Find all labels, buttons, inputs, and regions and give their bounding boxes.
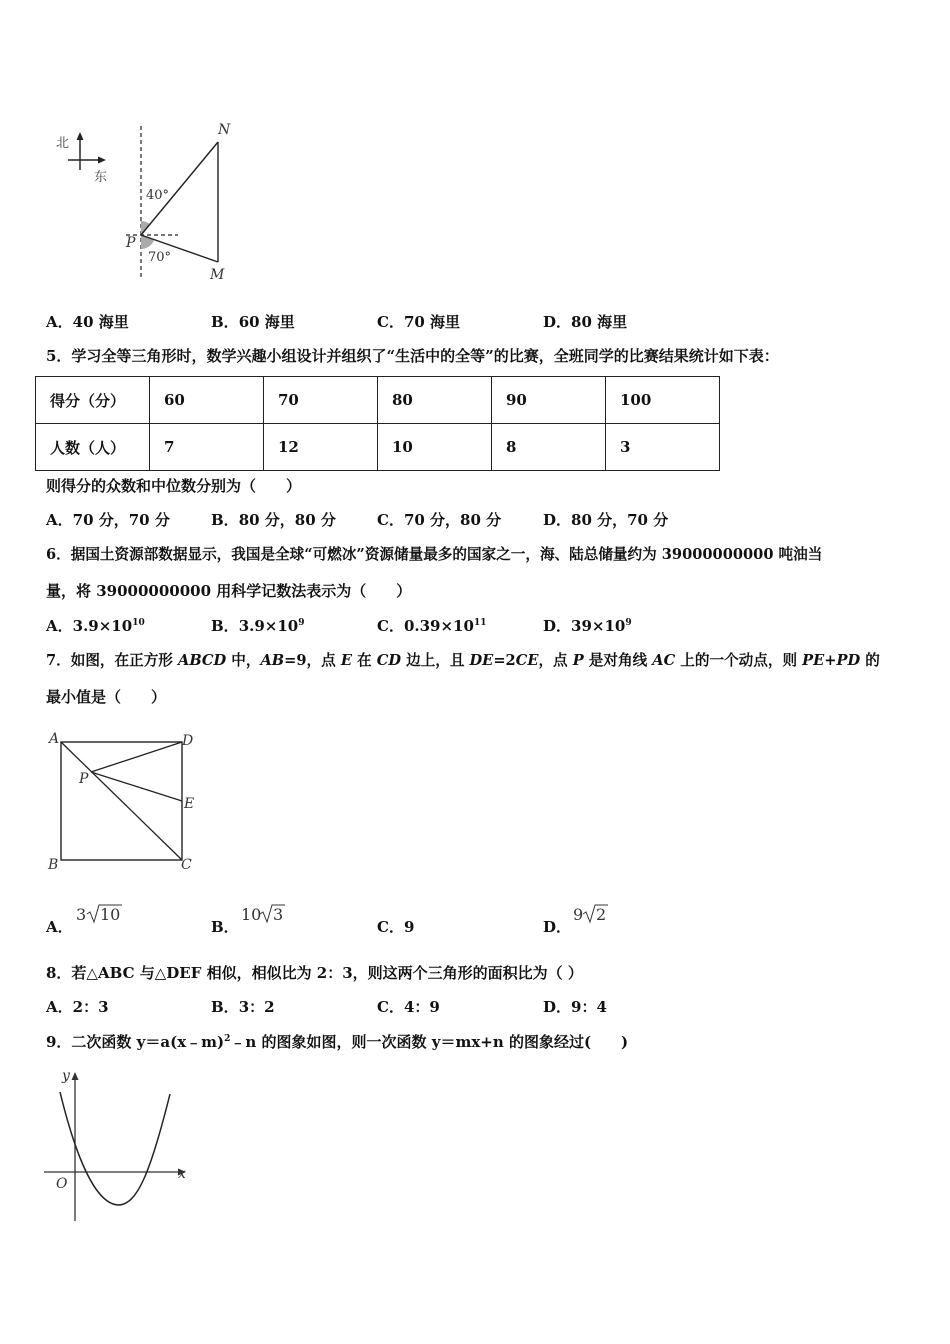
q5-option-a[interactable] bbox=[46, 509, 170, 530]
option-letter: A． bbox=[46, 313, 73, 331]
point-c-label: C bbox=[181, 857, 192, 873]
option-exponent: 10 bbox=[132, 618, 145, 628]
y-axis-label: y bbox=[62, 1068, 70, 1084]
compass-icon bbox=[68, 132, 106, 170]
q5-question: 则得分的众数和中位数分别为（ ） bbox=[46, 477, 302, 495]
score-table bbox=[35, 376, 720, 471]
svg-text:3: 3 bbox=[273, 905, 284, 924]
table-cell: 60 bbox=[150, 377, 264, 424]
y-axis-arrow-icon bbox=[72, 1072, 79, 1080]
q7-stem-line2: 最小值是（ ） bbox=[46, 688, 167, 706]
option-letter: B． bbox=[211, 511, 239, 529]
option-letter: B． bbox=[211, 918, 239, 936]
option-text: 70 分，70 分 bbox=[72, 511, 170, 529]
q4-option-b[interactable] bbox=[211, 311, 295, 332]
diagonal-ac bbox=[61, 742, 182, 860]
q7-option-d[interactable] bbox=[543, 916, 571, 937]
option-letter: C． bbox=[377, 511, 404, 529]
q6-stem-line2: 量，将 39000000000 用科学记数法表示为（ ） bbox=[46, 582, 412, 600]
table-cell: 80 bbox=[378, 377, 492, 424]
q8-option-a[interactable] bbox=[46, 996, 109, 1017]
point-m-label: M bbox=[210, 267, 225, 283]
option-text: 80 分，80 分 bbox=[238, 511, 336, 529]
option-letter: B． bbox=[211, 313, 239, 331]
table-cell: 90 bbox=[492, 377, 606, 424]
svg-text:10: 10 bbox=[241, 905, 262, 924]
table-header-cell: 得分（分） bbox=[36, 377, 150, 424]
q8-option-b[interactable] bbox=[211, 996, 275, 1017]
option-exponent: 9 bbox=[625, 618, 632, 628]
option-exponent: 11 bbox=[473, 618, 487, 628]
point-a-label: A bbox=[49, 731, 60, 747]
q7-option-b[interactable] bbox=[211, 916, 239, 937]
q8-option-d[interactable] bbox=[543, 996, 607, 1017]
option-text: 9 bbox=[403, 918, 415, 936]
option-text: 80 海里 bbox=[571, 313, 628, 331]
option-letter: C． bbox=[377, 918, 404, 936]
option-letter: A． bbox=[46, 998, 73, 1016]
option-letter: D． bbox=[543, 617, 572, 635]
svg-text:10: 10 bbox=[100, 905, 121, 924]
q5-option-d[interactable] bbox=[543, 509, 668, 530]
table-cell: 12 bbox=[264, 424, 378, 471]
point-p-label: P bbox=[126, 235, 136, 251]
q5-stem: 5．学习全等三角形时，数学兴趣小组设计并组织了“生活中的全等”的比赛，全班同学的比赛结果统计如下表： bbox=[46, 347, 779, 365]
q7-stem-line1: 7．如图，在正方形 ABCD 中，AB=9，点 E 在 CD 边上，且 DE=2CE，点 P 是对角线 AC 上的一个动点，则 PE+PD 的 bbox=[46, 652, 880, 669]
q4-option-a[interactable] bbox=[46, 311, 129, 332]
option-letter: A． bbox=[46, 918, 73, 936]
origin-label: O bbox=[56, 1176, 68, 1192]
q7-option-c[interactable] bbox=[377, 916, 414, 937]
option-text: 3.9×10 bbox=[238, 617, 299, 635]
angle-40-label: 40° bbox=[146, 188, 170, 203]
table-row bbox=[36, 377, 720, 424]
q5-option-c[interactable] bbox=[377, 509, 501, 530]
point-n-label: N bbox=[218, 122, 231, 138]
option-letter: A． bbox=[46, 617, 73, 635]
option-text: 3.9×10 bbox=[72, 617, 133, 635]
segment-pe bbox=[91, 772, 182, 801]
q4-figure bbox=[50, 118, 250, 290]
option-exponent: 9 bbox=[298, 618, 305, 628]
option-text: 0.39×10 bbox=[403, 617, 474, 635]
svg-text:3: 3 bbox=[76, 905, 87, 924]
q6-option-c[interactable] bbox=[377, 615, 486, 636]
option-letter: C． bbox=[377, 313, 404, 331]
table-cell: 70 bbox=[264, 377, 378, 424]
point-d-label: D bbox=[182, 733, 194, 749]
point-e-label: E bbox=[184, 796, 195, 812]
option-letter: C． bbox=[377, 617, 404, 635]
q4-option-d[interactable] bbox=[543, 311, 627, 332]
table-cell: 100 bbox=[606, 377, 720, 424]
q6-option-d[interactable] bbox=[543, 615, 632, 636]
q7-option-a-radical[interactable] bbox=[74, 900, 134, 930]
svg-text:2: 2 bbox=[596, 905, 607, 924]
north-label: 北 bbox=[56, 136, 70, 151]
option-letter: A． bbox=[46, 511, 73, 529]
option-letter: D． bbox=[543, 918, 572, 936]
table-row bbox=[36, 424, 720, 471]
option-text: 9：4 bbox=[571, 998, 607, 1016]
q8-stem: 8．若△ABC 与△DEF 相似，相似比为 2：3，则这两个三角形的面积比为（ ） bbox=[46, 964, 583, 982]
option-text: 4：9 bbox=[403, 998, 440, 1016]
east-label: 东 bbox=[94, 170, 108, 185]
table-cell: 8 bbox=[492, 424, 606, 471]
q8-option-c[interactable] bbox=[377, 996, 440, 1017]
table-cell: 7 bbox=[150, 424, 264, 471]
option-text: 60 海里 bbox=[238, 313, 295, 331]
q7-figure bbox=[44, 728, 214, 878]
point-p-label: P bbox=[79, 771, 89, 787]
q5-option-b[interactable] bbox=[211, 509, 336, 530]
option-text: 70 海里 bbox=[403, 313, 461, 331]
option-text: 40 海里 bbox=[72, 313, 129, 331]
option-text: 80 分，70 分 bbox=[571, 511, 669, 529]
option-letter: C． bbox=[377, 998, 404, 1016]
svg-text:9: 9 bbox=[573, 905, 584, 924]
table-cell: 10 bbox=[378, 424, 492, 471]
q4-option-c[interactable] bbox=[377, 311, 460, 332]
option-letter: B． bbox=[211, 998, 239, 1016]
q7-option-a[interactable] bbox=[46, 916, 73, 937]
q9-stem: 9．二次函数 y＝a(x﹣m)$^2$﹣n 的图象如图，则一次函数 y＝mx+n 的图象经过( ) bbox=[46, 1033, 629, 1051]
angle-70-label: 70° bbox=[148, 250, 172, 265]
q6-option-a[interactable] bbox=[46, 615, 145, 636]
option-text: 70 分，80 分 bbox=[403, 511, 502, 529]
q9-figure bbox=[40, 1064, 200, 1229]
option-text: 3：2 bbox=[238, 998, 275, 1016]
option-letter: D． bbox=[543, 313, 572, 331]
q7-option-b-radical[interactable] bbox=[239, 900, 299, 930]
option-letter: D． bbox=[543, 511, 572, 529]
x-axis-label: x bbox=[178, 1166, 186, 1182]
q7-option-d-radical[interactable] bbox=[571, 900, 621, 930]
option-text: 39×10 bbox=[571, 617, 626, 635]
table-cell: 3 bbox=[606, 424, 720, 471]
point-b-label: B bbox=[48, 857, 59, 873]
parabola-curve bbox=[60, 1092, 170, 1205]
q6-stem-line1: 6．据国土资源部数据显示，我国是全球“可燃冰”资源储量最多的国家之一，海、陆总储量约为 39000000000 吨油当 bbox=[46, 546, 823, 563]
table-header-cell: 人数（人） bbox=[36, 424, 150, 471]
segment-pd bbox=[91, 742, 182, 772]
option-letter: D． bbox=[543, 998, 572, 1016]
option-letter: B． bbox=[211, 617, 239, 635]
q6-option-b[interactable] bbox=[211, 615, 305, 636]
option-text: 2：3 bbox=[72, 998, 109, 1016]
